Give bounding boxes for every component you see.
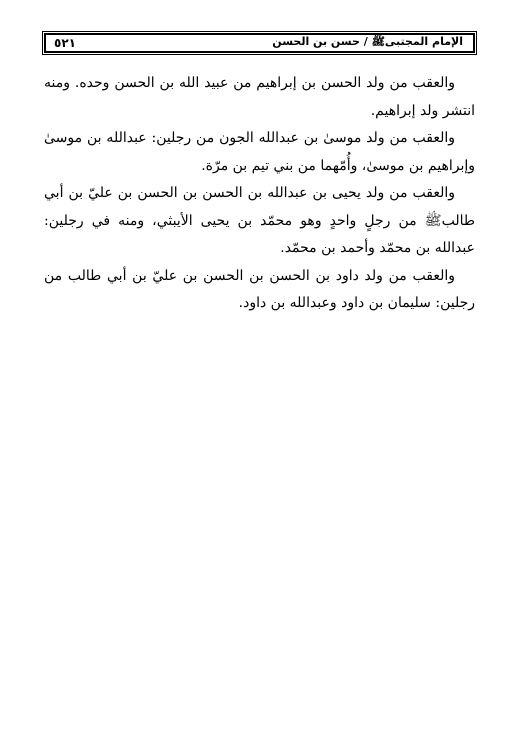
running-title: الإمام المجتبىﷺ / حسن بن الحسن <box>272 35 463 48</box>
paragraph: والعقب من ولد يحيى بن عبدالله بن الحسن بن الحسن بن عليّ بن أبي طالبﷺ من رجلٍ واحدٍ وهو محمّد بن يحيى الأيبثي، ومنه في رجلين: عبدالله بن محمّد وأحمد بن محمّد. <box>44 185 475 256</box>
paragraph: والعقب من ولد داود بن الحسن بن الحسن بن عليّ بن أبي طالب من رجلين: سليمان بن داود وعبدالله بن داود. <box>44 267 475 311</box>
paragraph: والعقب من ولد الحسن بن إبراهيم من عبيد الله بن الحسن وحده. ومنه انتشر ولد إبراهيم. <box>44 75 475 119</box>
page-number: ٥٢١ <box>54 36 76 50</box>
running-header <box>44 33 475 53</box>
paragraph: والعقب من ولد موسىٰ بن عبدالله الجون من رجلين: عبدالله بن موسىٰ وإبراهيم بن موسىٰ، وأُمّهما من بني تيم بن مرّة. <box>44 130 475 174</box>
page-body <box>44 70 475 318</box>
